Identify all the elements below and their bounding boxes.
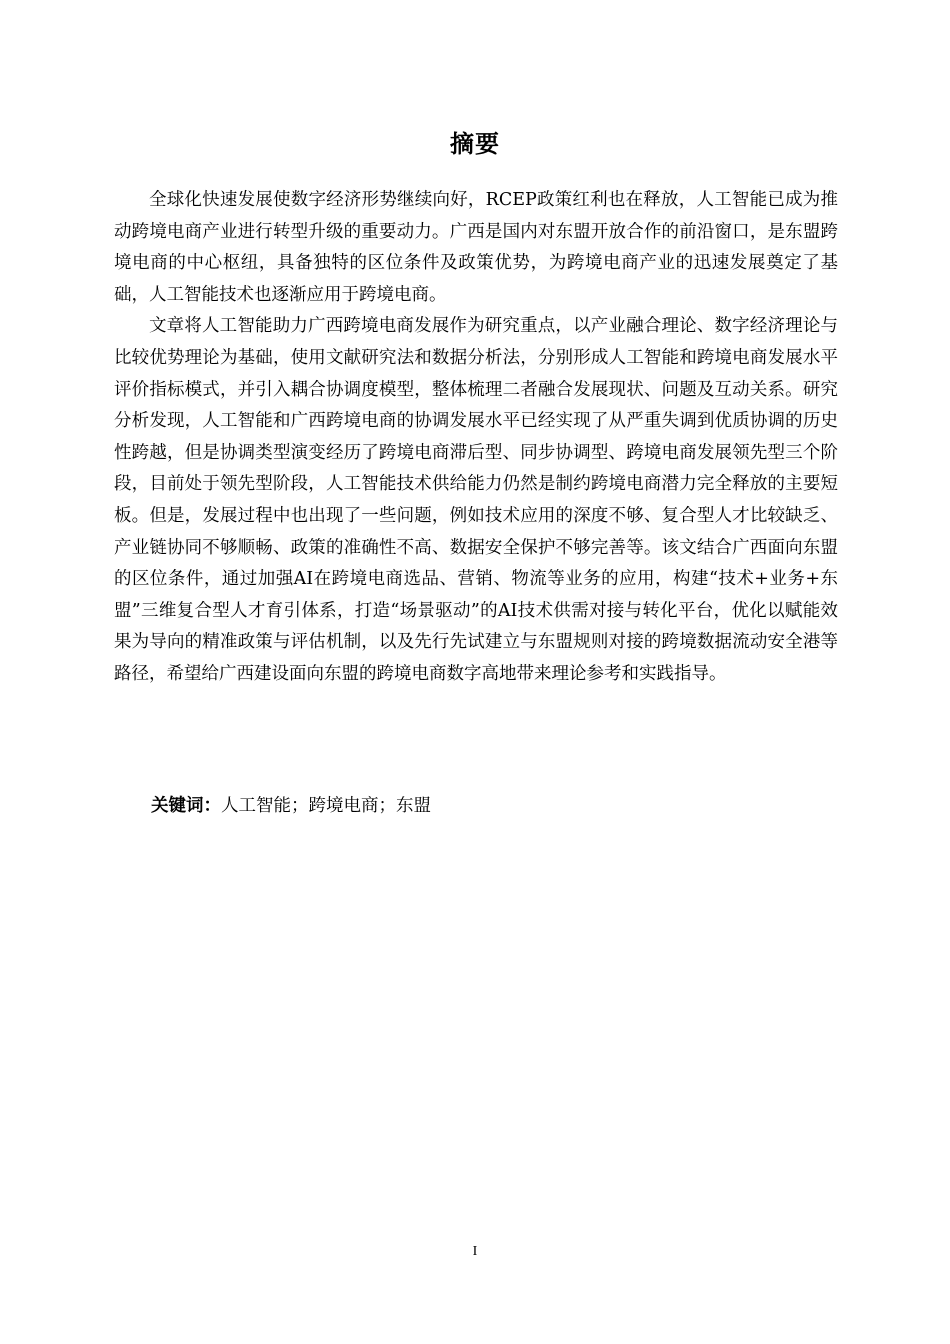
page-number: I bbox=[472, 1244, 478, 1259]
abstract-paragraph-1: 全球化快速发展使数字经济形势继续向好，RCEP政策红利也在释放，人工智能已成为推动跨境电商产业进行转型升级的重要动力。广西是国内对东盟开放合作的前沿窗口，是东盟跨境电商的中心枢纽，具备独特的区位条件及政策优势，为跨境电商产业的迅速发展奠定了基础，人工智能技术也逐渐应用于跨境电商。 bbox=[114, 190, 838, 305]
abstract-title: 摘要 bbox=[450, 130, 500, 158]
keywords-line bbox=[151, 791, 851, 823]
abstract-body bbox=[114, 185, 838, 691]
keywords-label: 关键词： bbox=[151, 796, 221, 816]
keywords-value: 人工智能；跨境电商；东盟 bbox=[221, 796, 431, 816]
abstract-paragraph-2: 文章将人工智能助力广西跨境电商发展作为研究重点，以产业融合理论、数字经济理论与比较优势理论为基础，使用文献研究法和数据分析法，分别形成人工智能和跨境电商发展水平评价指标模式，并引入耦合协调度模型，整体梳理二者融合发展现状、问题及互动关系。研究分析发现，人工智能和广西跨境电商的协调发展水平已经实现了从严重失调到优质协调的历史性跨越，但是协调类型演变经历了跨境电商滞后型、同步协调型、跨境电商发展领先型三个阶段，目前处于领先型阶段，人工智能技术供给能力仍然是制约跨境电商潜力完全释放的主要短板。但是，发展过程中也出现了一些问题，例如技术应用的深度不够、复合型人才比较缺乏、产业链协同不够顺畅、政策的准确性不高、数据安全保护不够完善等。该文结合广西面向东盟的区位条件，通过加强AI在跨境电商选品、营销、物流等业务的应用，构建“技术+业务+东盟”三维复合型人才育引体系，打造“场景驱动”的AI技术供需对接与转化平台，优化以赋能效果为导向的精准政策与评估机制，以及先行先试建立与东盟规则对接的跨境数据流动安全港等路径，希望给广西建设面向东盟的跨境电商数字高地带来理论参考和实践指导。 bbox=[114, 316, 838, 684]
